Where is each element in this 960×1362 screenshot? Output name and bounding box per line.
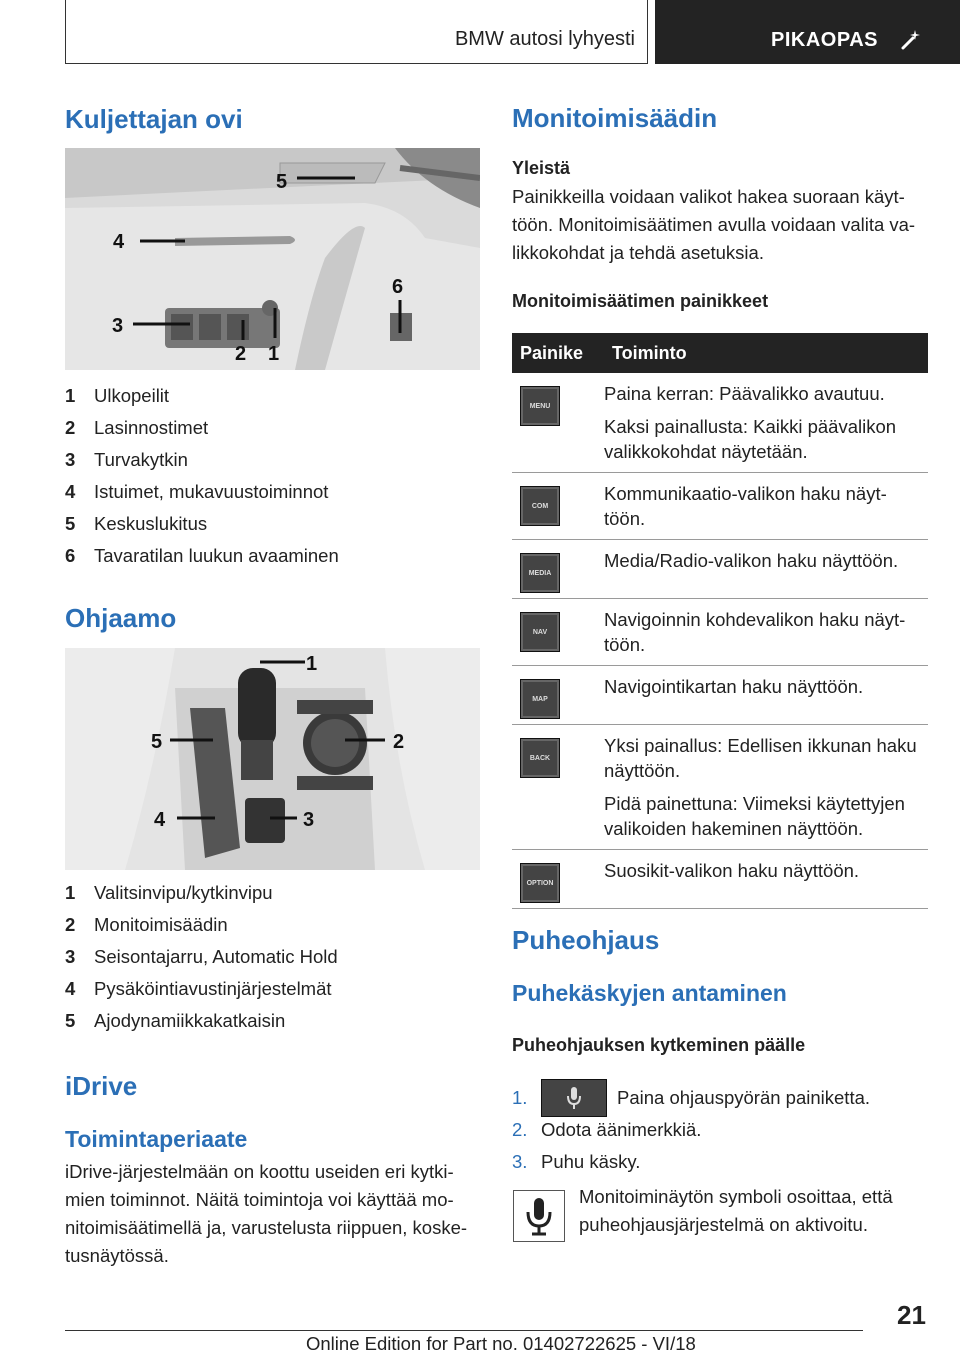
table-row: BACK Yksi painallus: Edellisen ikkunan haku näyttöön. Pidä painettuna: Viimeksi käytettyjen valikoiden hakeminen näyttöön. xyxy=(512,725,928,850)
media-key-icon: MEDIA xyxy=(520,553,560,593)
buttons-heading: Monitoimisäätimen painikkeet xyxy=(512,291,769,311)
list-item: 5 Ajodynamiikkakatkaisin xyxy=(65,1010,286,1031)
table-row: MEDIA Media/Radio-valikon haku näyttöön. xyxy=(512,540,928,599)
cockpit-title: Ohjaamo xyxy=(65,603,177,633)
cockpit-callout-1: 1 xyxy=(306,653,318,675)
list-item: 6 Tavaratilan luukun avaaminen xyxy=(65,545,339,566)
voice-title: Puheohjaus xyxy=(512,925,660,955)
controller-title: Monitoimisäädin xyxy=(512,103,718,133)
menu-key-icon: MENU xyxy=(520,386,560,426)
cockpit-callout-4: 4 xyxy=(154,809,166,831)
table-row: MAP Navigointikartan haku näyttöön. xyxy=(512,666,928,725)
table-row: OPTION Suosikit-valikon haku näyttöön. xyxy=(512,850,928,909)
general-heading: Yleistä xyxy=(512,158,571,178)
header-section-label: BMW autosi lyhyesti xyxy=(454,28,635,50)
footer-divider xyxy=(65,1330,863,1331)
list-item: 3 Seisontajarru, Automatic Hold xyxy=(65,946,338,967)
col-function: Toiminto xyxy=(604,333,928,373)
list-item: 1 Valitsinvipu/kytkinvipu xyxy=(65,882,273,903)
voice-subtitle: Puhekäskyjen antaminen xyxy=(512,980,787,1006)
cockpit-callout-2: 2 xyxy=(393,731,405,753)
cockpit-legend xyxy=(65,877,480,1037)
list-item: 2. Odota äänimerkkiä. xyxy=(512,1119,702,1140)
door-callout-3: 3 xyxy=(112,315,124,337)
list-item: 3 Turvakytkin xyxy=(65,449,188,470)
idrive-title: iDrive xyxy=(65,1071,138,1101)
general-text: Painikkeilla voidaan valikot hakea suoraan käyt- töön. Monitoimisäätimen avulla voidaan valita va- likkokohdat ja tehdä asetuksia. xyxy=(512,186,916,263)
idrive-subtitle: Toimintaperiaate xyxy=(65,1126,248,1152)
map-key-icon: MAP xyxy=(520,679,560,719)
option-key-icon: OPTION xyxy=(520,863,560,903)
list-item: 3. Puhu käsky. xyxy=(512,1151,641,1172)
header-chapter xyxy=(655,0,960,64)
door-callout-5: 5 xyxy=(276,171,288,193)
door-title: Kuljettajan ovi xyxy=(65,104,243,134)
door-legend xyxy=(65,380,480,572)
list-item: 2 Monitoimisäädin xyxy=(65,914,228,935)
voice-steps xyxy=(512,1082,870,1178)
door-callout-2: 2 xyxy=(235,343,247,365)
cockpit-callout-5: 5 xyxy=(151,731,163,753)
list-item: 1 Ulkopeilit xyxy=(65,385,170,406)
microphone-key-icon xyxy=(541,1079,607,1117)
com-key-icon: COM xyxy=(520,486,560,526)
table-row: COM Kommunikaatio-valikon haku näyt- töön. xyxy=(512,473,928,540)
page-number: 21 xyxy=(897,1300,926,1330)
back-key-icon: BACK xyxy=(520,738,560,778)
footer-edition: Online Edition for Part no. 01402722625 - VI/18 xyxy=(306,1333,696,1354)
header-section xyxy=(65,0,648,64)
list-item: 2 Lasinnostimet xyxy=(65,417,209,438)
door-photo xyxy=(65,148,480,370)
table-row: NAV Navigoinnin kohdevalikon haku näyt- töön. xyxy=(512,599,928,666)
door-callout-6: 6 xyxy=(392,276,404,298)
nav-key-icon: NAV xyxy=(520,612,560,652)
list-item: 5 Keskuslukitus xyxy=(65,513,208,534)
idrive-text: iDrive-järjestelmään on koottu useiden eri kytki- mien toiminnot. Näitä toimintoja voi käyttää mo- nitoimisäätimellä ja, varustelusta riippuen, koske- tusnäytössä. xyxy=(65,1161,468,1266)
list-item: 1. Paina ohjauspyörän painiketta. xyxy=(512,1082,870,1114)
list-item: 4 Istuimet, mukavuustoiminnot xyxy=(65,481,329,502)
cockpit-callout-3: 3 xyxy=(303,809,315,831)
header-chapter-label: PIKAOPAS xyxy=(771,29,878,51)
door-callout-1: 1 xyxy=(268,343,280,365)
microphone-icon xyxy=(513,1190,565,1242)
door-callout-4: 4 xyxy=(113,231,125,253)
magic-wand-icon xyxy=(899,28,923,52)
col-button: Painike xyxy=(512,333,604,373)
cockpit-photo xyxy=(65,648,480,870)
voice-note: Monitoiminäytön symboli osoittaa, että puheohjausjärjestelmä on aktivoitu. xyxy=(579,1186,893,1235)
buttons-table xyxy=(512,333,928,909)
list-item: 4 Pysäköintiavustinjärjestelmät xyxy=(65,978,332,999)
voice-heading: Puheohjauksen kytkeminen päälle xyxy=(512,1035,806,1055)
table-row: MENU Paina kerran: Päävalikko avautuu. Kaksi painallusta: Kaikki päävalikon valikkokohdat näytetään. xyxy=(512,373,928,473)
